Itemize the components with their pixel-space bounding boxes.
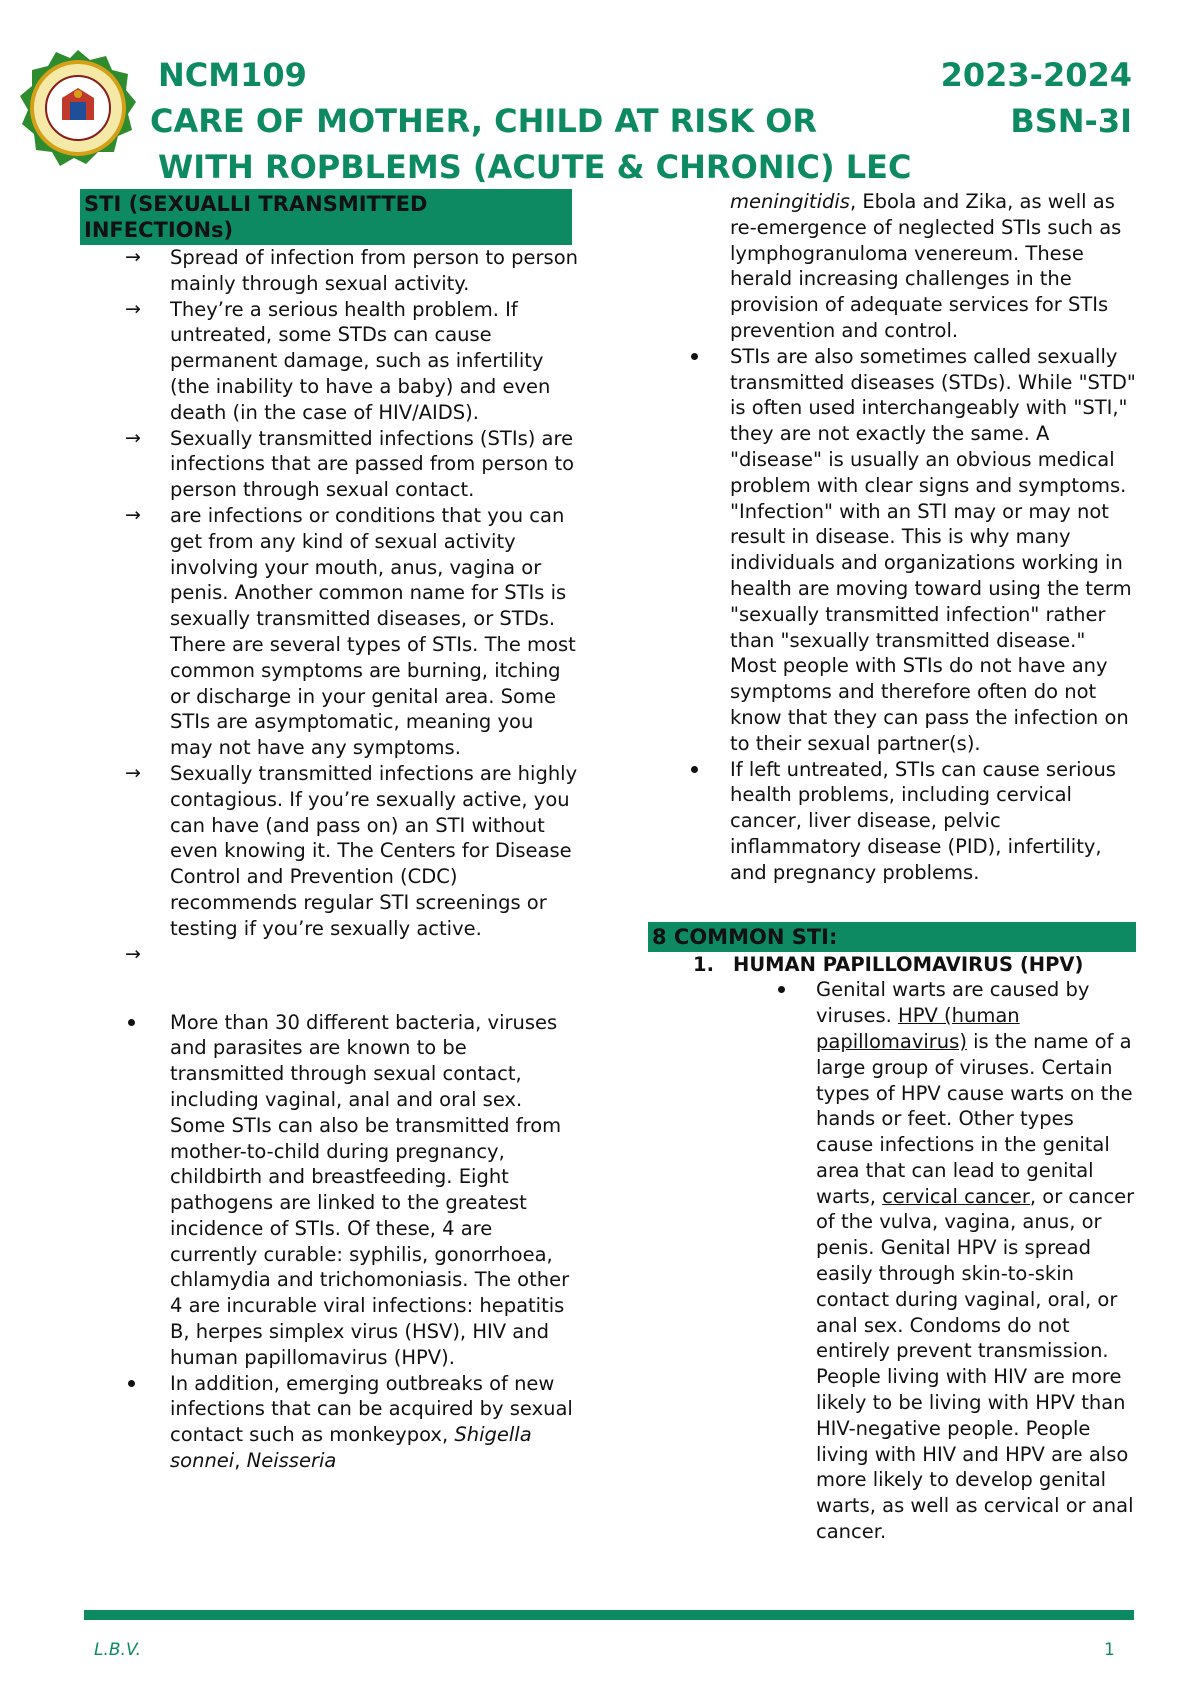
list-item: → Sexually transmitted infections (STIs) are infections that are passed from person to person through sexual contact. [125,426,575,502]
hpv-link[interactable]: HPV (human papillomavirus) [816,1004,1020,1053]
sub-bullet-list [648,977,1136,1545]
bullet-icon [128,1380,135,1387]
arrow-icon: → [125,503,141,526]
arrow-icon: → [125,246,141,268]
arrow-icon: → [125,942,141,965]
header-title-block [150,52,912,190]
header-meta-block [941,52,1132,144]
list-item [80,942,580,968]
bullet-list [80,1010,580,1474]
list-item: → Spread of infection from person to person mainly through sexual activity. [125,246,579,295]
bullet-icon [778,986,785,993]
course-code: NCM109 [158,56,307,94]
list-item: Genital warts are caused by viruses. HPV (human papillomavirus) is the name of a large group of viruses. Certain types of HPV cause warts on the hands or feet. Other types cause infections in the genital area that can lead to genital warts, cervical cancer, or cancer of the vulva, vagina, anus, or penis. Genital HPV is spread easily through skin-to-skin contact during vaginal, oral, or anal sex. Condoms do not entirely prevent transmission. People living with HIV are more likely to be living with HPV than HIV-negative people. People living with HIV and HPV are also more likely to develop genital warts, as well as cervical or anal cancer. [648,977,1136,1545]
list-item: In addition, emerging outbreaks of new infections that can be acquired by sexual contact such as monkeypox, Shigella sonnei, Neisseria [80,1371,580,1474]
bullet-icon [691,353,698,360]
section-label: BSN-3I [1010,102,1132,140]
numbered-item-title [648,952,1136,978]
continued-paragraph: meningitidis, Ebola and Zika, as well as re-emergence of neglected STIs such as lymphogranuloma venereum. These herald increasing challenges in the provision of adequate services for STIs prevention and control. [730,190,1122,342]
arrow-icon: → [125,426,141,449]
list-item: → They’re a serious health problem. If untreated, some STDs can cause permanent damage, such as infertility (the inability to have a baby) and even death (in the case of HIV/AIDS). [125,297,551,424]
item-number: 1. [693,952,714,976]
bullet-list [648,344,1136,886]
course-title-line2: WITH ROPBLEMS (ACUTE & CHRONIC) LEC [158,148,912,186]
footer-initials: L.B.V. [94,1640,142,1660]
section-heading-common-sti: 8 COMMON STI: [648,922,1136,952]
cervical-cancer-link[interactable]: cervical cancer [882,1184,1030,1208]
page-number: 1 [1104,1640,1115,1660]
university-seal-logo [18,48,138,168]
arrow-list [80,245,580,968]
list-item: More than 30 different bacteria, viruses and parasites are known to be transmitted through sexual contact, including vaginal, anal and oral sex. Some STIs can also be transmitted from mother-to-child during pregnancy, childbirth and breastfeeding. Eight pathogens are linked to the greatest incidence of STIs. Of these, 4 are currently curable: syphilis, gonorrhoea, chlamydia and trichomoniasis. The other 4 are incurable viral infections: hepatitis B, herpes simplex virus (HSV), HIV and human papillomavirus (HPV). [80,1010,580,1371]
arrow-icon: → [125,297,141,320]
school-year: 2023-2024 [940,56,1132,94]
bullet-icon [128,1019,135,1026]
list-item: → Sexually transmitted infections are highly contagious. If you’re sexually active, you can have (and pass on) an STI without even knowing it. The Centers for Disease Control and Prevention (CDC) recommends regular STI screenings or testing if you’re sexually active. [125,761,578,940]
course-title-line1: CARE OF MOTHER, CHILD AT RISK OR [150,102,818,140]
item-title: HUMAN PAPILLOMAVIRUS (HPV) [733,952,1084,976]
list-item: If left untreated, STIs can cause serious health problems, including cervical cancer, liver disease, pelvic inflammatory disease (PID), infertility, and pregnancy problems. [648,757,1136,886]
section-heading-sti: STI (SEXUALLI TRANSMITTED INFECTIONs) [80,189,572,245]
left-column [80,189,580,1474]
list-item: STIs are also sometimes called sexually transmitted diseases (STDs). While "STD" is often used interchangeably with "STI," they are not exactly the same. A "disease" is usually an obvious medical problem with clear signs and symptoms. "Infection" with an STI may or may not result in disease. This is why many individuals and organizations working in health are moving toward using the term "sexually transmitted infection" rather than "sexually transmitted disease." Most people with STIs do not have any symptoms and therefore often do not know that they can pass the infection on to their sexual partner(s). [648,344,1136,757]
arrow-icon: → [125,761,141,784]
list-item: → are infections or conditions that you can get from any kind of sexual activity involving your mouth, anus, vagina or penis. Another common name for STIs is sexually transmitted diseases, or STDs. There are several types of STIs. The most common symptoms are burning, itching or discharge in your genital area. Some STIs are asymptomatic, meaning you may not have any symptoms. [125,503,576,760]
bullet-icon [691,766,698,773]
footer-divider [84,1610,1134,1620]
right-column [648,189,1136,1545]
